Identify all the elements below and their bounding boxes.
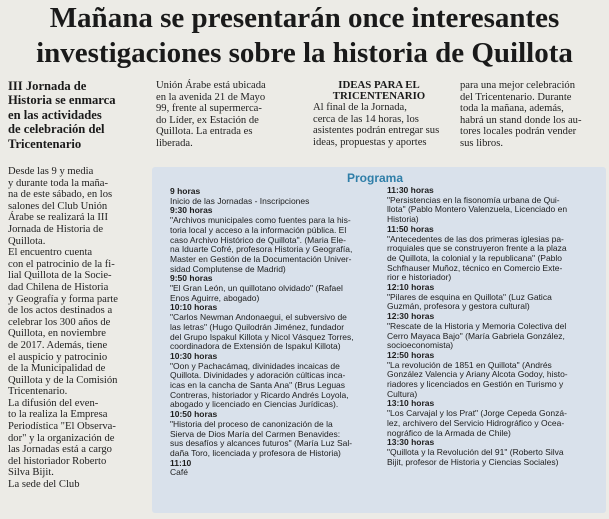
- deck: [8, 79, 126, 151]
- text-line: las Jornadas está a cargo: [8, 444, 112, 456]
- programa-text-line: Bijit, profesor de Historia y Ciencias Sociales): [387, 456, 559, 467]
- programa-text-line: Quillota. Divinidades y adoración cúlticas inca-: [170, 370, 346, 381]
- text-line: sus libros.: [460, 137, 503, 149]
- programa-time: 10:30 horas: [170, 350, 218, 361]
- programa-title: Programa: [347, 171, 404, 185]
- text-line: liberada.: [156, 137, 193, 149]
- text-line: habrá un stand donde los au-: [460, 114, 582, 126]
- programa-time: 13:10 horas: [387, 398, 435, 409]
- programa-text-line: socioeconomista): [387, 340, 454, 351]
- text-line: do Líder, ex Estación de: [156, 114, 259, 126]
- text-line: celebrar los 300 años de: [8, 316, 111, 328]
- subheading-ideas: [313, 80, 445, 102]
- programa-time: 10:10 horas: [170, 302, 218, 313]
- text-line: Desde las 9 y media: [8, 166, 94, 177]
- programa-text-line: Guzmán, profesora y gestora cultural): [387, 301, 530, 312]
- programa-text-line: las letras" (Hugo Quilodrán Jiménez, fundador: [170, 321, 345, 332]
- programa-text-line: "Historia del proceso de canonización de la: [170, 418, 333, 429]
- text-line: ideas, propuestas y aportes: [313, 136, 427, 148]
- programa-text-line: coordinadora de Extensión de Ispakul Killota): [170, 341, 341, 352]
- programa-text-line: Master en Gestión de la Documentación Univer-: [170, 253, 352, 264]
- text-line: Unión Árabe está ubicada: [156, 80, 266, 91]
- programa-text-line: rroquiales que se construyeron frente a la plaza: [387, 243, 567, 254]
- text-line: na de este sábado, en los: [8, 189, 113, 201]
- text-line: Quillota. La entrada es: [156, 126, 253, 138]
- programa-text-line: Cultura): [387, 388, 418, 399]
- text-line: La sede del Club: [8, 479, 80, 491]
- programa-text-line: lez, archivero del Servicio Hidrográfico y Ocea-: [387, 417, 565, 428]
- programa-text-line: rior e historiador): [387, 272, 452, 283]
- text-line: Quillota.: [8, 235, 46, 247]
- programa-text-line: "Carlos Newman Andonaegui, el subversivo de: [170, 312, 347, 323]
- programa-text-line: González Valencia y Ariany Alcota Godoy, histo-: [387, 369, 568, 380]
- programa-text-line: "Pilares de esquina en Quillota" (Luz Gatica: [387, 291, 552, 302]
- article-column-3: [313, 80, 445, 148]
- article-column-1: [8, 166, 134, 491]
- deck-line: en las actividades: [8, 107, 102, 122]
- text-line: del historiador Roberto: [8, 455, 107, 467]
- text-line: para una mejor celebración: [460, 80, 575, 91]
- programa-text-line: Historia): [387, 214, 419, 225]
- subheading-line: IDEAS PARA EL: [338, 79, 420, 91]
- programa-text-line: "El Gran León, un quillotano olvidado" (Rafael: [170, 283, 343, 294]
- programa-time: 9 horas: [170, 186, 201, 196]
- text-line: Quillota y de la Comisión: [8, 374, 118, 386]
- text-line: Árabe se realizará la III: [8, 212, 108, 224]
- article-column-4: [460, 80, 602, 150]
- programa-time: 11:50 horas: [387, 223, 434, 234]
- programa-text-line: "Antecedentes de las dos primeras iglesias pa-: [387, 233, 564, 244]
- programa-text-line: toria local y acceso a la información pública. El: [170, 224, 347, 235]
- programa-text-line: nográfico de la Armada de Chile): [387, 427, 511, 438]
- programa-text-line: daña Toro, licenciada y profesora de Historia): [170, 447, 341, 458]
- text-line: de la Municipalidad de: [8, 363, 106, 375]
- text-line: de 2017. Además, tiene: [8, 339, 108, 351]
- programa-text-line: Inicio de las Jornadas - Inscripciones: [170, 195, 310, 206]
- text-line: el auspicio y patrocinio: [8, 351, 108, 363]
- programa-text-line: "Rescate de la Historia y Memoria Colectiva del: [387, 320, 567, 331]
- programa-time: 9:50 horas: [170, 273, 213, 284]
- programa-text-line: "Oon y Pachacámaq, divinidades incaicas de: [170, 360, 340, 371]
- text-line: to la realiza la Empresa: [8, 409, 108, 421]
- deck-line: Historia se enmarca: [8, 93, 116, 108]
- headline-line-1: Mañana se presentarán once interesantes: [49, 2, 560, 34]
- programa-time: 12:30 horas: [387, 311, 435, 322]
- programa-time: 11:10: [170, 457, 192, 468]
- programa-time: 11:30 horas: [387, 185, 434, 195]
- programa-text-line: Café: [170, 467, 188, 478]
- text-line: asistentes podrán entregar sus: [313, 125, 440, 137]
- programa-text-line: sus desafíos y alcances futuros" (María Luz Sal-: [170, 438, 353, 449]
- text-line: Jornada de Historia de: [8, 223, 104, 235]
- text-line: Al final de la Jornada,: [313, 102, 407, 113]
- programa-text-line: Schfhauser Muñoz, técnico en Comercio Exte-: [387, 262, 563, 273]
- programa-text-line: llota" (Pablo Montero Valenzuela, Licenciado en: [387, 204, 568, 215]
- text-line: y durante toda la maña-: [8, 177, 109, 189]
- programa-text-line: Sierva de Dios María del Carmen Benavides:: [170, 428, 341, 439]
- programa-text-line: caso Archivo Histórico de Quillota". (Maria Ele-: [170, 234, 346, 245]
- programa-text-line: Contreras, historiador y Ricardo Andrés Loyola,: [170, 389, 349, 400]
- programa-text-line: "Quillota y la Revolución del 91" (Roberto Silva: [387, 446, 564, 457]
- programa-text-line: abogado y licenciado en Ciencias Jurídicas).: [170, 399, 339, 410]
- programa-column-left: [170, 187, 366, 478]
- programa-text-line: na Iduarte Cofré, profesora Historia y Geografía,: [170, 244, 353, 255]
- programa-text-line: riadores y licenciados en Gestión en Turismo y: [387, 379, 564, 390]
- text-line: salones del Club Unión: [8, 200, 108, 212]
- programa-time: 13:30 horas: [387, 437, 435, 448]
- text-line: dad Chilena de Historia: [8, 281, 109, 293]
- programa-time: 10:50 horas: [170, 409, 218, 420]
- text-line: dor" y la organización de: [8, 432, 115, 444]
- text-line: toda la mañana, además,: [460, 103, 564, 115]
- programa-text-line: Cerro Mayaca Bajo" (María Gabriela González,: [387, 330, 565, 341]
- programa-text-line: del Grupo Ispakul Killota y Nicol Vásquez Torres,: [170, 331, 354, 342]
- article-column-2: [156, 80, 308, 150]
- text-line: Silva Bijit.: [8, 467, 54, 479]
- programa-time: 12:50 horas: [387, 349, 435, 360]
- programa-column-right: [387, 186, 601, 467]
- programa-text-line: "La revolución de 1851 en Quillota" (Andrés: [387, 359, 552, 370]
- text-line: El encuentro cuenta: [8, 247, 93, 259]
- text-line: Tricentenario.: [8, 386, 68, 398]
- subheading-line: TRICENTENARIO: [332, 90, 426, 102]
- text-line: y Geografía y forma parte: [8, 293, 119, 305]
- text-line: Periodística "El Observa-: [8, 421, 116, 433]
- deck-line: Tricentenario: [8, 136, 82, 151]
- programa-text-line: "Archivos municipales como fuentes para la his-: [170, 215, 351, 226]
- text-line: con el patrocinio de la fi-: [8, 258, 115, 270]
- programa-time: 12:10 horas: [387, 282, 435, 293]
- text-line: lial Quillota de la Socie-: [8, 270, 112, 282]
- programa-text-line: de Quillota, la colonial y la republicana" (Pablo: [387, 252, 563, 263]
- deck-line: III Jornada de: [8, 79, 87, 93]
- programa-time: 9:30 horas: [170, 205, 213, 216]
- programa-text-line: "Los Carvajal y los Prat" (Jorge Cepeda Gonzá-: [387, 408, 567, 419]
- text-line: La difusión del even-: [8, 397, 99, 409]
- text-line: del Tricentenario. Durante: [460, 91, 572, 103]
- deck-line: de celebración del: [8, 122, 105, 137]
- programa-text-line: "Persistencias en la fisonomía urbana de Qui-: [387, 194, 560, 205]
- text-line: de los actos destinados a: [8, 305, 113, 317]
- text-line: Quillota, en noviembre: [8, 328, 106, 340]
- programa-text-line: icas en la cancha de Santa Ana" (Brus Leguas: [170, 380, 346, 391]
- headline-line-2: investigaciones sobre la historia de Quillota: [36, 37, 573, 69]
- programa-text-line: Enos Aguirre, abogado): [170, 292, 260, 303]
- text-line: cerca de las 14 horas, los: [313, 113, 419, 125]
- text-line: 99, frente al supermerca-: [156, 103, 262, 115]
- text-line: tores locales podrán vender: [460, 126, 577, 138]
- text-line: en la avenida 21 de Mayo: [156, 91, 266, 103]
- programa-text-line: sidad Complutense de Madrid): [170, 263, 286, 274]
